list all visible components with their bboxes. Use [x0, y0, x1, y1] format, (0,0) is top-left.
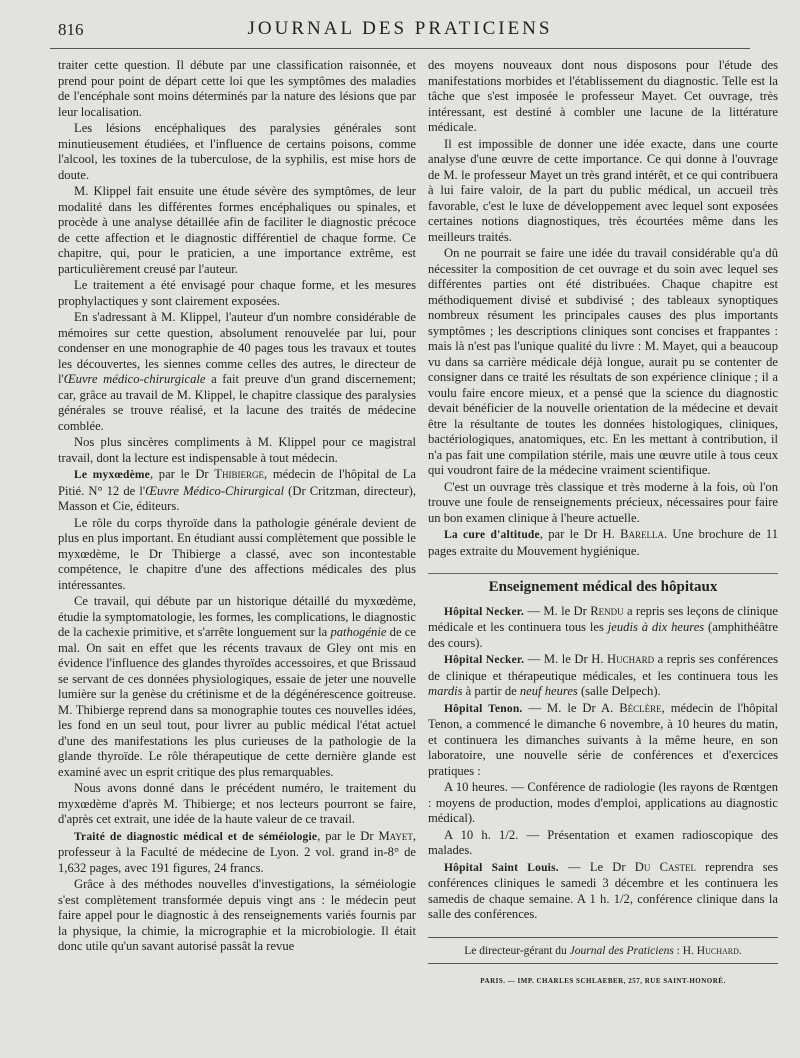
- printer-line: PARIS. — IMP. CHARLES SCHLAEBER, 257, RUE SAINT-HONORÉ.: [480, 977, 726, 985]
- text-run: En s'adressant à M. Klippel, l'auteur d'un nombre considérable de mémoires sur cette question, absolument renouvelée par lui, pour condenser en une monographie de 40 pages tous les travaux et toutes les découvertes, les siennes comme celles des autres, le directeur de l': [58, 310, 416, 386]
- paragraph: M. Klippel fait ensuite une étude sévère des symptômes, de leur modalité dans les différentes formes encéphaliques ou spinales, et procède à une analyse détaillée afin de faciliter le diagnostic précoce de cette affection et le diagnostic différentiel de chaque forme. Ce chapitre, qui, pour le praticien, a une importance extrême, est particulièrement creusé par l'auteur.: [58, 184, 416, 276]
- schedule: neuf heures: [519, 684, 578, 698]
- text-run: , médecin de l'hôpital Tenon, a commencé le dimanche 6 novembre, à 10 heures du matin, et continuera les dimanches suivants à la même heure, en son laboratoire, une nouvelle série de conférences et d'exercices pratiques :: [428, 700, 778, 778]
- paragraph: Les lésions encéphaliques des paralysies générales sont minutieusement étudiées, et l'influence de certains poisons, comme l'alcool, les toxines de la tuberculose, de la syphilis, est mise hors de doute.: [58, 121, 416, 182]
- paragraph: A 10 heures. — Conférence de radiologie (les rayons de Rœntgen : moyens de production, modes d'emploi, applications au diagnostic médical).: [428, 780, 778, 825]
- left-column: [58, 58, 416, 956]
- author-name: Rendu: [590, 603, 624, 618]
- notice-entry: [428, 652, 778, 700]
- text-run: .: [738, 944, 742, 957]
- page-number: 816: [58, 20, 84, 39]
- author-name: Du Castel: [634, 859, 696, 874]
- schedule: jeudis à dix heures: [607, 620, 705, 634]
- text-run: (amphithéâtre des cours).: [428, 620, 778, 650]
- paragraph: Nos plus sincères compliments à M. Klippel pour ce magistral travail, dont la lecture est indispensable à tout médecin.: [58, 435, 416, 465]
- text-run: a fait preuve d'un grand discernement; car, grâce au travail de M. Klippel, le chapitre classique des paralysies générales se trouve réalisé, et la lacune des traités de médecine comblée.: [58, 372, 417, 433]
- work-title: Œuvre Médico-Chirurgical: [145, 483, 285, 498]
- text-run: à partir de: [462, 684, 520, 698]
- text-run: — M. le Dr: [524, 603, 591, 618]
- text-run: Ce travail, qui débute par un historique détaillé du myxœdème, étudie la symptomatologie, les formes, les complications, le diagnostic de la cachexie primitive, et s'arrête longuement sur la: [58, 594, 416, 639]
- footer-rule: [428, 937, 778, 938]
- review-entry: [428, 527, 778, 559]
- text-run: . Une brochure de 11 pages extraite du Mouvement hygiénique.: [428, 527, 778, 558]
- author-name: Huchard: [607, 652, 655, 666]
- hospital-name: Hôpital Necker.: [444, 605, 525, 618]
- text-run: , par le Dr: [317, 828, 379, 843]
- paragraph: Il est impossible de donner une idée exacte, dans une courte analyse d'une œuvre de cette importance. Ce qui donne à l'ouvrage de M. le professeur Mayet un très grand intérêt, et ce qui contribuera à lui faire valoir, de la part du public médical, un accueil très favorable, c'est le luxe de développement avec lequel sont exposées certaines notions diagnostiques, très écourtées même dans les meilleurs traités.: [428, 136, 778, 244]
- review-entry: [58, 829, 416, 877]
- footer-rule-2: [428, 963, 778, 964]
- paragraph: [58, 310, 416, 434]
- text-run: : H.: [673, 944, 697, 957]
- review-entry: [58, 467, 416, 515]
- text-run: — Le Dr: [558, 859, 635, 874]
- notice-entry: [428, 604, 778, 652]
- journal-title: JOURNAL DES PRATICIENS: [247, 18, 553, 39]
- notice-entry: [428, 860, 778, 923]
- paragraph: [58, 594, 416, 780]
- footer-director: [428, 944, 778, 960]
- author-name: Thibierge: [214, 467, 264, 481]
- section-heading: Enseignement médical des hôpitaux: [428, 573, 778, 596]
- text-run: reprendra ses conférences cliniques le samedi 3 décembre et les continuera les samedis de chaque semaine. A 1 h. 1/2, conférence clinique dans la salle des conférences.: [428, 859, 779, 921]
- hospital-name: Hôpital Necker.: [444, 654, 525, 666]
- text-run: (salle Delpech).: [577, 684, 661, 698]
- header-rule: [50, 48, 750, 49]
- paragraph: traiter cette question. Il débute par une classification raisonnée, et prend pour point de départ cette loi que les symptômes des maladies de l'encéphale sont moins déterminés par la nature des lésions que par leur localisation.: [58, 58, 416, 119]
- paragraph: On ne pourrait se faire une idée du travail considérable qu'a dû nécessiter la composition de cet ouvrage et du soin avec lequel ses différentes parties ont été distribuées. Chaque chapitre est méthodiquement divisé et subdivisé ; des tableaux synoptiques nombreux résument les principales causes des plus importants symptômes ; les descriptions cliniques sont concises et frappantes : mais là n'est pas l'unique qualité du livre : M. Mayet, qui a beaucoup vu dans sa carrière médicale déjà longue, aurait pu se contenter de consigner dans ce traité les résultats de son expérience clinique ; il a voulu faire encore mieux, et a pensé que la science du diagnostic devait bénéficier de la nouvelle orientation de la médecine et devait être la résultante de toutes les données histologiques, cliniques, bactériologiques, anatomiques, etc. En les mettant à contribution, il n'a pas fait une compilation stérile, mais une œuvre utile à tous ceux qui voudront faire de la médecine vraiment scientifique.: [428, 246, 778, 477]
- author-name: Mayet: [378, 828, 413, 843]
- journal-name: Journal des Praticiens: [569, 944, 674, 957]
- text-run: a repris ses conférences de clinique et thérapeutique médicales, et les continuera tous les: [428, 652, 779, 683]
- right-column: [428, 58, 778, 990]
- paragraph: C'est un ouvrage très classique et très moderne à la fois, où l'on trouve une foule de renseignements précieux, nécessaires pour faire un bon examen clinique à l'heure actuelle.: [428, 479, 778, 525]
- work-title: Œuvre médico-chirurgicale: [63, 372, 206, 386]
- page-header: [0, 14, 800, 44]
- paragraph: Le traitement a été envisagé pour chaque forme, et les mesures prophylactiques y sont clairement exposées.: [58, 278, 416, 308]
- paragraph: Le rôle du corps thyroïde dans la pathologie générale devient de plus en plus important. En étudiant aussi complètement que possible le myxœdème, le Dr Thibierge a classé, avec son incontestable compétence, le chapitre d'une des affections médicales des plus intéressantes.: [58, 515, 416, 592]
- text-run: , par le Dr: [149, 467, 215, 481]
- author-name: Béclère: [619, 700, 662, 715]
- hospital-name: Hôpital Tenon.: [444, 702, 523, 715]
- text-run: (Dr Critzman, directeur), Masson et Cie, éditeurs.: [58, 483, 416, 513]
- paragraph: Nous avons donné dans le précédent numéro, le traitement du myxœdème d'après M. Thibierge; et nos lecteurs pourront se faire, d'après cet extrait, une idée de la haute valeur de ce travail.: [58, 781, 416, 826]
- text-run: , par le Dr H.: [539, 527, 621, 541]
- paragraph: A 10 h. 1/2. — Présentation et examen radioscopique des malades.: [428, 827, 778, 857]
- text-run: — M. le Dr H.: [524, 652, 607, 666]
- director-name: Huchard: [696, 944, 739, 957]
- emphasis: pathogénie: [330, 625, 387, 639]
- paragraph: Grâce à des méthodes nouvelles d'investigations, la séméiologie s'est complètement transformée depuis vingt ans : le médecin peut faire appel pour le diagnostic à des renseignements variés fournis par la physique, la chimie, la micrographie et la microbiologie. Il était donc utile qu'un savant autorisé passât la revue: [58, 877, 416, 953]
- text-run: , professeur à la Faculté de médecine de Lyon. 2 vol. grand in-8° de 1,632 pages, avec 191 figures, 24 francs.: [58, 828, 416, 875]
- hospital-name: Hôpital Saint Louis.: [444, 861, 559, 874]
- text-run: de ce mal. On sait en effet que les récents travaux de Gley ont mis en évidence l'influence des glandes thyroïdes accessoires, et que Brissaud se servant de ces données physiologiques, essaie de jeter une nouvelle lumière sur la genèse du crétinisme et de la dégénérescence goitreuse. M. Thibierge reprend dans sa monographie toutes ces nouvelles idées, les fond en un seul tout, pour livrer au public médical l'état actuel d'une des manifestations les plus curieuses de la pathologie de la glande thyroïde. Le rôle thérapeutique de cette dernière glande est examiné avec un esprit critique des plus remarquables.: [58, 625, 416, 779]
- review-title: Le myxœdème: [74, 469, 150, 481]
- schedule: mardis: [428, 684, 463, 698]
- text-run: Le directeur-gérant du: [464, 944, 570, 957]
- paragraph: des moyens nouveaux dont nous disposons pour l'étude des manifestations morbides et l'établissement du diagnostic. Telle est la tâche que s'est imposée le professeur Mayet. Cet ouvrage, très intéressant, est destiné à combler une lacune de la littérature médicale.: [428, 58, 778, 134]
- author-name: Barella: [620, 527, 664, 541]
- text-run: — M. le Dr A.: [522, 700, 620, 715]
- text-run: , médecin de l'hôpital de La Pitié. N° 12 de l': [58, 467, 416, 498]
- text-run: a repris ses leçons de clinique médicale et les continuera tous les: [428, 603, 779, 634]
- notice-entry: [428, 701, 778, 780]
- review-title: La cure d'altitude: [444, 529, 540, 541]
- review-title: Traité de diagnostic médical et de séméiologie: [74, 830, 318, 843]
